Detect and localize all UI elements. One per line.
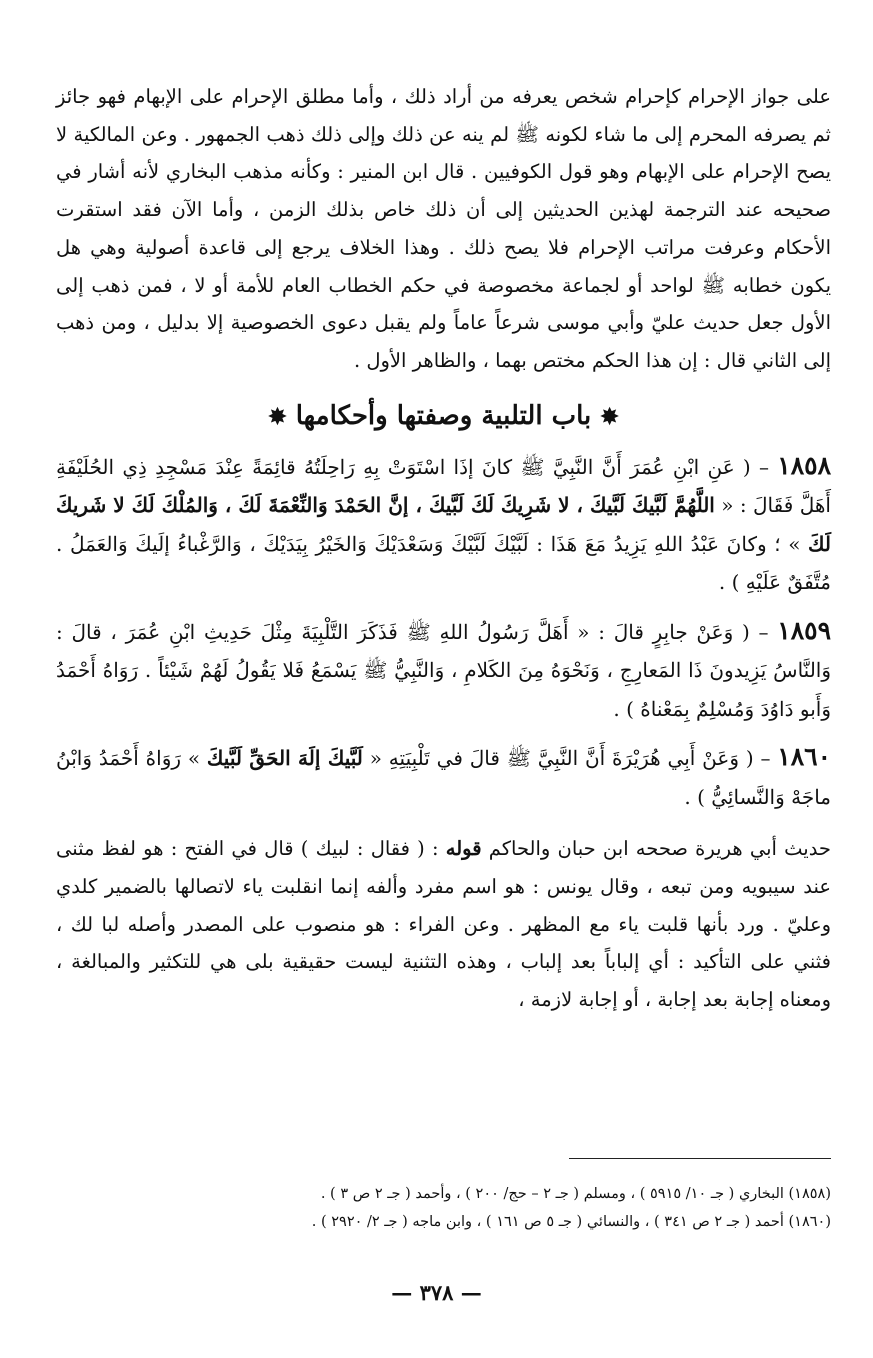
- hadith-text: ( وَعَنْ جابِرٍ قالَ : « أَهَلَّ رَسُولُ اللهِ ﷺ فَذَكَرَ التَّلْبِيَةَ مِثْلَ حَدِيثِ ابْنِ عُمَرَ ، قالَ : وَالنَّاسُ يَزِيدونَ ذَا المَعارِجِ ، وَنَحْوَهُ مِنَ الكَلامِ ، وَالنَّبِيُّ ﷺ يَسْمَعُ فَلا يَقُولُ لَهُمْ شَيْئاً . رَوَاهُ أَحْمَدُ وَأَبو دَاوُدَ وَمُسْلِمٌ بِمَعْناهُ ) .: [56, 619, 831, 721]
- hadith-dash: –: [753, 746, 778, 771]
- star-ornament-icon: ✸: [268, 403, 287, 430]
- commentary-text-continued: : ( فقال : لبيك ) قال في الفتح : هو لفظ مثنى عند سيبويه ومن تبعه ، وقال يونس : هو اسم مفرد وألفه إنما انقلبت ياء لاتصالها بالضمير كلدي وعليّ . ورد بأنها قلبت ياء مع المظهر . وعن الفراء : هو منصوب على المصدر وأصله لبا لك ، فثني على التأكيد : أي إلباباً بعد إلباب ، وهذه التثنية ليست حقيقية بلى هي للتكثير والمبالغة ، ومعناه إجابة بعد إجابة ، أو إجابة لازمة ،: [56, 837, 831, 1011]
- footnote-1860: (١٨٦٠) أحمد ( جـ ٢ ص ٣٤١ ) ، والنسائي ( جـ ٥ ص ١٦١ ) ، وابن ماجه ( جـ ٢/ ٢٩٢٠ ) .: [311, 1214, 831, 1230]
- hadith-1860: [56, 738, 831, 816]
- hadith-1859: [56, 612, 831, 729]
- chapter-heading: [56, 394, 831, 439]
- hadith-text: ( وَعَنْ أَبِي هُرَيْرَةَ أَنَّ النَّبِيَّ ﷺ قالَ في تَلْبِيَتِهِ «: [362, 746, 754, 771]
- commentary-paragraph: [56, 830, 831, 1019]
- commentary-keyword: قوله: [445, 837, 482, 861]
- intro-paragraph-block: [56, 78, 831, 380]
- hadith-text-continued: » ؛ وكانَ عَبْدُ اللهِ يَزِيدُ مَعَ هَذَا : لَبَّيْكَ لَبَّيْكَ وَسَعْدَيْكَ وَالخَيْرُ بِيَدَيْكَ ، وَالرَّغْباءُ إلَيكَ وَالعَمَلُ . مُتَّفَقٌ عَلَيْهِ ) .: [56, 531, 831, 595]
- hadith-talbiyah-bold: اللَّهُمَّ لَبَّيكَ لَبَّيكَ ، لا شَرِيكَ لَكَ لَبَّيكَ ، إنَّ الحَمْدَ وَالنِّعْمَةَ لَكَ ، وَالمُلْكَ لَكَ لا شَريكَ لَكَ: [56, 493, 831, 556]
- hadith-dash: –: [749, 619, 778, 644]
- hadith-text: ( عَنِ ابْنِ عُمَرَ أَنَّ النَّبِيَّ ﷺ كانَ إذَا اسْتَوَتْ بِهِ رَاحِلَتُهُ قائِمَةً عِنْدَ مَسْجِدِ ذِي الحُلَيْفَةِ أَهَلَّ فَقَالَ : «: [56, 454, 831, 518]
- page-number: — ٣٧٨ —: [391, 1280, 482, 1305]
- hadith-1858: [56, 447, 831, 602]
- hadith-dash: –: [750, 454, 778, 479]
- intro-paragraph: على جواز الإحرام كإحرام شخص يعرفه من أراد ذلك ، وأما مطلق الإحرام على الإبهام فهو جائز ثم يصرفه المحرم إلى ما شاء لكونه ﷺ لم ينه عن ذلك وإلى ذلك ذهب الجمهور . وعن المالكية لا يصح الإحرام على الإبهام وهو قول الكوفيين . قال ابن المنير : وكأنه مذهب البخاري لأنه أشار في صحيحه عند الترجمة لهذين الحديثين إلى أن ذلك خاص بذلك الزمن ، وأما الآن فقد استقرت الأحكام وعرفت مراتب الإحرام فلا يصح ذلك . وهذا الخلاف يرجع إلى قاعدة أصولية وهي هل يكون خطابه ﷺ لواحد أو لجماعة مخصوصة في حكم الخطاب العام للأمة أو لا ، فمن ذهب إلى الأول جعل حديث عليّ وأبي موسى شرعاً عاماً ولم يقبل دعوى الخصوصية إلا بدليل ، ومن ذهب إلى الثاني قال : إن هذا الحكم مختص بهما ، والظاهر الأول .: [56, 85, 831, 372]
- chapter-title: باب التلبية وصفتها وأحكامها: [295, 400, 592, 431]
- hadith-number: ١٨٥٩: [777, 615, 831, 645]
- hadith-number: ١٨٥٨: [777, 450, 832, 480]
- hadith-number: ١٨٦٠: [777, 742, 832, 772]
- footnote-1858: (١٨٥٨) البخاري ( جـ ١٠/ ٥٩١٥ ) ، ومسلم ( جـ ٢ – حج/ ٢٠٠ ) ، وأحمد ( جـ ٢ ص ٣ ) .: [320, 1186, 831, 1202]
- star-ornament-icon: ✸: [600, 403, 619, 430]
- footnotes: [56, 1180, 831, 1236]
- hadith-text-continued: » رَوَاهُ أَحْمَدُ وَابْنُ ماجَهْ وَالنَّسائِيُّ ) .: [56, 746, 831, 809]
- footnote-divider: [569, 1158, 831, 1159]
- commentary-text: حديث أبي هريرة صححه ابن حبان والحاكم: [481, 837, 831, 861]
- commentary-block: [56, 830, 831, 1019]
- hadith-talbiyah-bold: لَبَّيكَ إلَهَ الحَقِّ لَبَّيكَ: [206, 746, 363, 771]
